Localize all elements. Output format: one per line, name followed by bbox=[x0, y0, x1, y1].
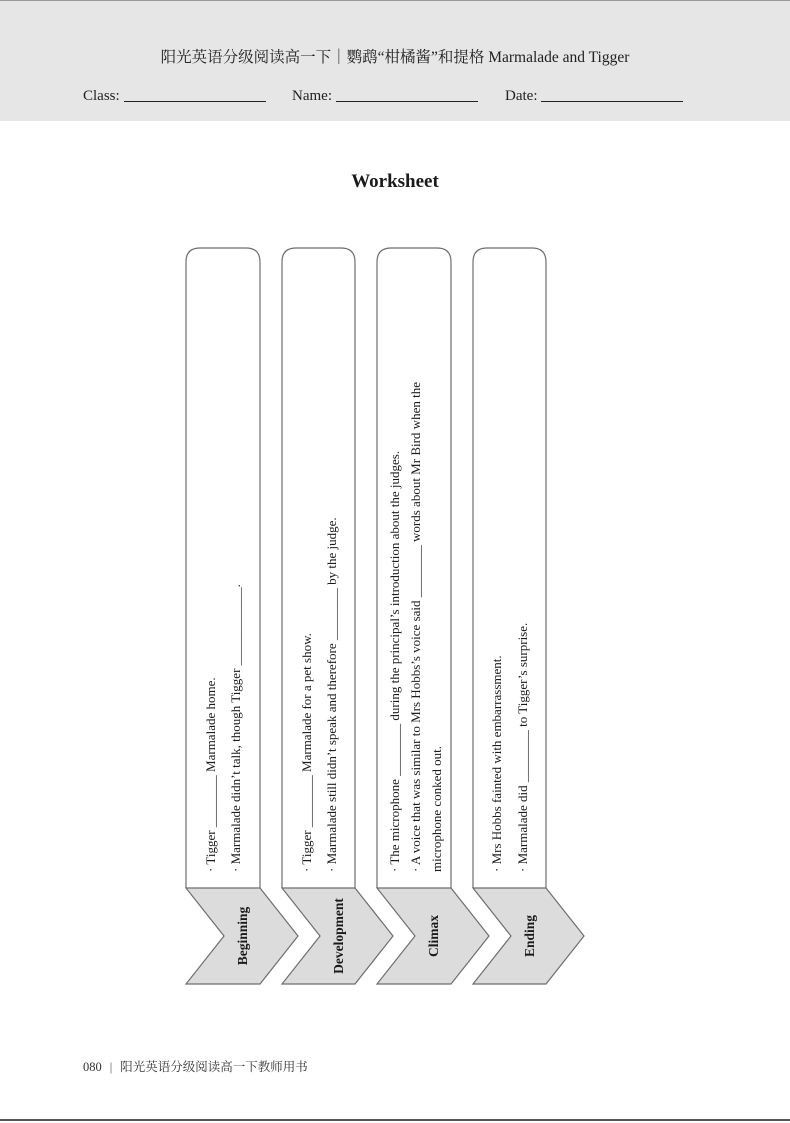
footer-book-title: 阳光英语分级阅读高一下教师用书 bbox=[120, 1060, 308, 1074]
column-line-1: · Mrs Hobbs fainted with embarrassment. bbox=[489, 655, 504, 872]
column-line-3: microphone conked out. bbox=[429, 746, 444, 872]
column-line-1: · Tigger ________ Marmalade home. bbox=[203, 677, 218, 872]
stage-label-development: Development bbox=[331, 898, 346, 974]
stage-label-climax: Climax bbox=[426, 915, 441, 957]
column-line-1: · The microphone ________ during the principal’s introduction about the judges. bbox=[387, 450, 402, 872]
bottom-rule bbox=[0, 1119, 790, 1121]
worksheet-title: Worksheet bbox=[351, 171, 439, 192]
header-title: 阳光英语分级阅读高一下｜鹦鹉“柑橘酱”和提格 Marmalade and Tigger bbox=[160, 49, 630, 66]
column-line-1: · Tigger ________ Marmalade for a pet show. bbox=[299, 633, 314, 872]
story-column-ending bbox=[473, 248, 584, 984]
story-column-development bbox=[282, 248, 393, 984]
column-box bbox=[473, 248, 546, 888]
stage-label-beginning: Beginning bbox=[235, 906, 250, 966]
story-column-climax bbox=[377, 248, 489, 984]
date-label: Date: bbox=[505, 88, 538, 104]
column-line-2: · A voice that was similar to Mrs Hobbs’s voice said ________ words about Mr Bird when the bbox=[408, 382, 423, 872]
story-column-beginning bbox=[186, 248, 298, 984]
column-line-2: · Marmalade did ________ to Tigger’s surprise. bbox=[515, 622, 530, 872]
column-box bbox=[186, 248, 260, 888]
page-footer bbox=[83, 1057, 308, 1075]
column-line-2: · Marmalade didn’t talk, though Tigger ____________. bbox=[228, 584, 243, 872]
column-line-2: · Marmalade still didn’t speak and therefore ________ by the judge. bbox=[324, 517, 339, 872]
column-box bbox=[282, 248, 355, 888]
page-number: 080 bbox=[83, 1060, 102, 1074]
footer-separator: | bbox=[109, 1060, 113, 1074]
class-label: Class: bbox=[83, 88, 120, 104]
stage-label-ending: Ending bbox=[522, 914, 537, 958]
name-label: Name: bbox=[292, 88, 332, 104]
